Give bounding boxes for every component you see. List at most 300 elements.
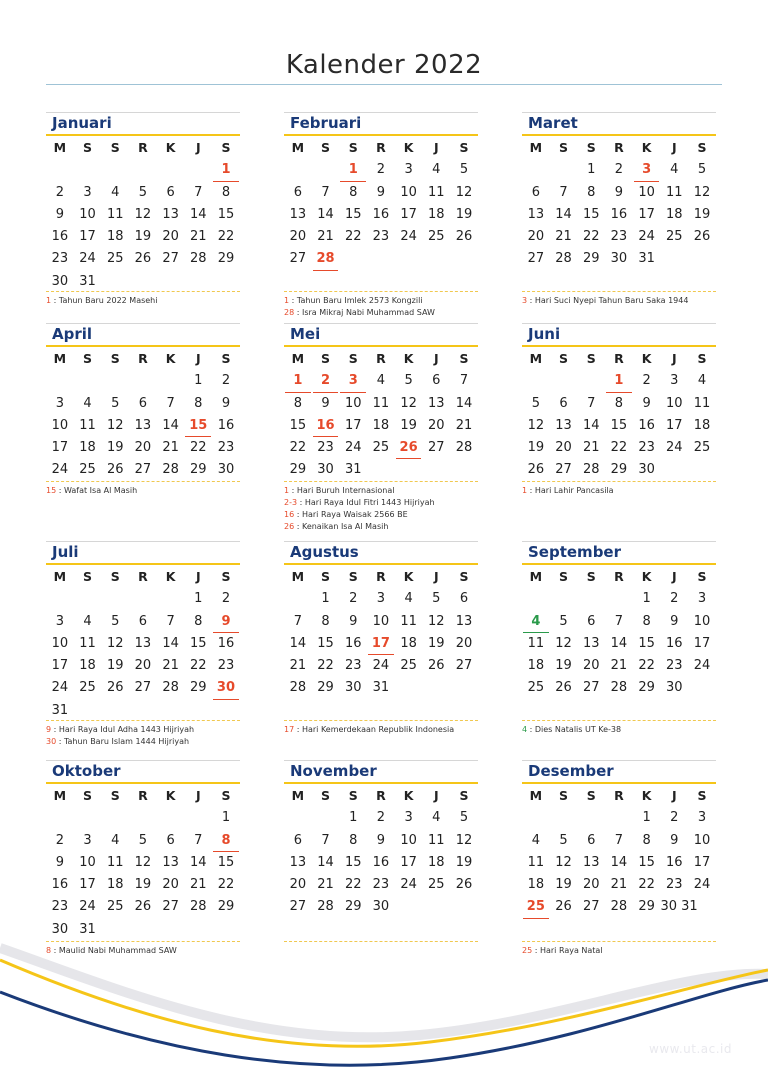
day-cell: 6 (432, 373, 441, 389)
holiday-note-text: : Maulid Nabi Muhammad SAW (51, 946, 177, 955)
day-cell: 22 (638, 877, 655, 893)
day-cell: 16 (372, 206, 390, 222)
weekday-label: R (138, 351, 148, 366)
day-cell: 18 (106, 229, 124, 245)
day-cell: 27 (162, 251, 179, 267)
day-cell: 7 (293, 613, 302, 629)
day-cell: 21 (610, 877, 628, 893)
day-cell: 26 (555, 680, 572, 696)
day-cell: 22 (217, 877, 235, 893)
week-row (46, 633, 240, 655)
weekday-label: S (459, 351, 469, 366)
weekday-label: S (586, 351, 596, 366)
day-cell: 11 (693, 395, 711, 411)
empty-day-cell (284, 159, 312, 181)
day-cell: 18 (106, 877, 124, 893)
weekday-header-row (522, 785, 716, 807)
weekday-label: S (83, 351, 93, 366)
day-cell: 2 (642, 373, 651, 389)
day-cell: 5 (111, 613, 120, 629)
empty-day-cell (101, 370, 129, 392)
day-cell: 15 (289, 417, 307, 433)
day-cell: 15 (638, 635, 655, 651)
weekday-label: S (83, 788, 93, 803)
day-cell: 1 (587, 162, 596, 178)
day-cell: 23 (51, 251, 69, 267)
day-cell: 9 (614, 184, 624, 200)
month-day-grid (284, 348, 478, 482)
empty-day-cell (395, 677, 423, 699)
day-cell: 27 (455, 658, 473, 674)
empty-day-cell (101, 807, 129, 829)
week-row (46, 896, 240, 918)
empty-day-cell (450, 248, 478, 270)
day-cell: 14 (555, 206, 572, 222)
day-cell: 4 (432, 162, 441, 178)
day-cell: 4 (376, 373, 386, 389)
day-cell: 5 (697, 162, 707, 178)
day-cell: 11 (400, 613, 417, 629)
empty-day-cell (422, 896, 450, 918)
day-cell: 10 (693, 832, 711, 848)
day-cell: 22 (289, 440, 307, 456)
week-row (284, 852, 478, 874)
day-cell: 28 (317, 899, 334, 915)
holiday-note (46, 485, 240, 497)
week-row (522, 807, 716, 829)
day-cell: 27 (582, 680, 600, 696)
month-name: November (290, 762, 377, 780)
day-cell: 18 (400, 635, 417, 651)
day-cell: 11 (79, 417, 96, 433)
day-cell: 22 (638, 658, 655, 674)
holiday-note-date: 1 (284, 486, 290, 495)
day-cell: 19 (134, 877, 152, 893)
weekday-label: S (110, 788, 120, 803)
month-maret (522, 112, 716, 271)
day-cell: 10 (400, 832, 417, 848)
day-cell: 9 (642, 395, 651, 411)
holiday-note-date: 17 (284, 725, 295, 734)
day-cell: 5 (559, 832, 568, 848)
day-cell: 20 (134, 440, 152, 456)
weekday-label: R (376, 351, 386, 366)
weekday-header-row (522, 348, 716, 370)
week-row (284, 393, 478, 415)
month-day-grid (284, 785, 478, 919)
holiday-note-text: : Hari Kemerdekaan Republik Indonesia (294, 725, 455, 734)
day-cell: 7 (321, 184, 330, 200)
day-cell: 10 (400, 184, 417, 200)
empty-day-cell (74, 700, 102, 722)
day-cell: 2 (670, 591, 679, 607)
week-row (284, 226, 478, 248)
day-cell: 26 (555, 899, 572, 915)
week-row (284, 370, 478, 392)
weekday-label: S (586, 569, 596, 584)
empty-day-cell (284, 807, 312, 829)
day-cell: 13 (162, 854, 179, 870)
day-cell: 1 (221, 810, 231, 826)
holiday-notes (522, 481, 716, 497)
day-cell: 13 (289, 206, 307, 222)
day-cell: 4 (83, 613, 92, 629)
month-rule (522, 134, 716, 136)
day-cell: 11 (428, 184, 445, 200)
day-cell: 29 (289, 462, 307, 478)
day-cell: 13 (455, 613, 473, 629)
day-cell: 28 (162, 680, 179, 696)
week-row (284, 830, 478, 852)
day-cell: 5 (404, 373, 413, 389)
day-cell: 11 (428, 832, 445, 848)
day-cell: 23 (372, 229, 390, 245)
weekday-label: J (671, 351, 677, 366)
empty-day-cell (422, 459, 450, 481)
day-cell: 7 (559, 184, 568, 200)
week-row (522, 588, 716, 610)
day-cell: 8 (194, 395, 203, 411)
week-row (46, 159, 240, 181)
day-cell: 20 (455, 635, 473, 651)
day-cell: 21 (317, 877, 334, 893)
week-row (284, 182, 478, 204)
month-januari (46, 112, 240, 293)
holiday-note (284, 724, 478, 736)
weekday-header-row (522, 137, 716, 159)
month-day-grid (46, 348, 240, 482)
day-cell: 26 (106, 462, 124, 478)
month-rule (284, 563, 478, 565)
weekday-label: S (83, 569, 93, 584)
holiday-note-text: : Hari Raya Idul Fitri 1443 Hijriyah (297, 498, 435, 507)
weekday-label: J (433, 569, 439, 584)
weekday-label: J (195, 569, 201, 584)
day-cell: 23 (344, 658, 362, 674)
day-cell: 6 (166, 832, 175, 848)
weekday-label: K (165, 569, 176, 584)
empty-day-cell (395, 896, 423, 918)
day-cell: 29 (638, 680, 655, 696)
day-cell: 8 (587, 184, 596, 200)
day-cell: 24 (372, 658, 390, 674)
day-cell: 1 (642, 591, 651, 607)
weekday-label: R (614, 140, 624, 155)
day-cell: 30 31 (660, 899, 698, 915)
empty-day-cell (46, 588, 74, 610)
day-cell: 24 (51, 462, 69, 478)
empty-day-cell (550, 588, 578, 610)
day-cell: 24 (400, 229, 417, 245)
day-cell: 13 (555, 417, 572, 433)
holiday-day-cell: 1 (339, 159, 367, 181)
weekday-label: J (433, 351, 439, 366)
day-cell: 7 (166, 395, 175, 411)
day-cell: 26 (455, 877, 473, 893)
weekday-label: S (110, 351, 120, 366)
month-day-grid (284, 566, 478, 700)
day-cell: 15 (638, 854, 655, 870)
weekday-label: S (559, 788, 569, 803)
day-cell: 17 (693, 854, 711, 870)
day-cell: 31 (638, 251, 655, 267)
empty-day-cell (367, 248, 395, 270)
day-cell: 18 (527, 877, 545, 893)
week-row (46, 182, 240, 204)
day-cell: 12 (693, 184, 711, 200)
day-cell: 10 (79, 206, 96, 222)
weekday-label: K (403, 569, 414, 584)
day-cell: 5 (531, 395, 540, 411)
day-cell: 29 (217, 251, 235, 267)
weekday-label: M (53, 569, 67, 584)
month-februari (284, 112, 478, 271)
day-cell: 30 (344, 680, 362, 696)
day-cell: 28 (289, 680, 307, 696)
day-cell: 14 (317, 206, 334, 222)
day-cell: 4 (404, 591, 413, 607)
day-cell: 2 (376, 162, 386, 178)
week-row (522, 830, 716, 852)
weekday-label: K (403, 788, 414, 803)
day-cell: 16 (217, 417, 235, 433)
day-cell: 28 (162, 462, 179, 478)
day-cell: 29 (582, 251, 600, 267)
day-cell: 27 (134, 462, 152, 478)
week-row (522, 852, 716, 874)
weekday-label: R (376, 788, 386, 803)
weekday-label: S (697, 351, 707, 366)
week-row (284, 807, 478, 829)
week-row (284, 248, 478, 270)
day-cell: 8 (194, 613, 203, 629)
weekday-label: S (459, 569, 469, 584)
day-cell: 27 (289, 251, 307, 267)
week-row (522, 226, 716, 248)
day-cell: 22 (344, 877, 362, 893)
holiday-note-text: : Wafat Isa Al Masih (56, 486, 138, 495)
empty-day-cell (550, 370, 578, 392)
empty-day-cell (184, 700, 212, 722)
day-cell: 13 (582, 635, 600, 651)
empty-day-cell (367, 459, 395, 481)
empty-day-cell (157, 159, 185, 181)
week-row (522, 677, 716, 699)
weekday-label: S (321, 140, 331, 155)
day-cell: 5 (138, 184, 148, 200)
empty-day-cell (212, 700, 240, 722)
day-cell: 25 (428, 229, 445, 245)
month-rule (284, 134, 478, 136)
week-row (284, 633, 478, 655)
day-cell: 2 (614, 162, 624, 178)
day-cell: 15 (344, 206, 362, 222)
day-cell: 12 (455, 832, 473, 848)
day-cell: 20 (582, 658, 600, 674)
day-cell: 11 (79, 635, 96, 651)
month-oktober (46, 760, 240, 941)
day-cell: 19 (527, 440, 545, 456)
day-cell: 4 (111, 832, 120, 848)
weekday-label: S (348, 140, 358, 155)
day-cell: 30 (51, 921, 69, 937)
holiday-note-text: : Tahun Baru 2022 Masehi (51, 296, 158, 305)
empty-day-cell (660, 248, 688, 270)
day-cell: 27 (527, 251, 545, 267)
day-cell: 12 (455, 184, 473, 200)
day-cell: 30 (372, 899, 390, 915)
day-cell: 6 (531, 184, 540, 200)
week-row (522, 633, 716, 655)
holiday-note (46, 736, 240, 748)
day-cell: 8 (349, 184, 358, 200)
footer-wave-decoration (0, 930, 768, 1086)
weekday-label: S (697, 788, 707, 803)
month-header (284, 112, 478, 135)
day-cell: 15 (344, 854, 362, 870)
weekday-label: M (529, 140, 543, 155)
weekday-label: S (321, 351, 331, 366)
empty-day-cell (129, 159, 157, 181)
day-cell: 11 (106, 854, 124, 870)
day-cell: 14 (289, 635, 307, 651)
weekday-label: R (376, 569, 386, 584)
day-cell: 6 (587, 832, 596, 848)
day-cell: 30 (638, 462, 655, 478)
day-cell: 14 (455, 395, 473, 411)
day-cell: 20 (582, 877, 600, 893)
day-cell: 23 (217, 658, 235, 674)
weekday-label: J (433, 140, 439, 155)
day-cell: 20 (428, 417, 445, 433)
weekday-label: R (614, 788, 624, 803)
day-cell: 6 (587, 613, 596, 629)
empty-day-cell (688, 459, 716, 481)
day-cell: 7 (321, 832, 330, 848)
day-cell: 21 (582, 440, 600, 456)
week-row (46, 700, 240, 722)
week-row (284, 611, 478, 633)
day-cell: 21 (162, 440, 179, 456)
weekday-label: S (321, 569, 331, 584)
day-cell: 29 (344, 899, 362, 915)
day-cell: 20 (134, 658, 152, 674)
weekday-header-row (284, 137, 478, 159)
weekday-label: S (348, 788, 358, 803)
day-cell: 9 (376, 184, 386, 200)
holiday-note-text: : Dies Natalis UT Ke-38 (527, 725, 622, 734)
day-cell: 16 (666, 854, 683, 870)
day-cell: 19 (455, 854, 473, 870)
holiday-notes (284, 720, 478, 736)
holiday-note-date: 15 (46, 486, 57, 495)
day-cell: 21 (162, 658, 179, 674)
holiday-note-text: : Isra Mikraj Nabi Muhammad SAW (294, 308, 435, 317)
day-cell: 17 (51, 440, 69, 456)
empty-day-cell (157, 700, 185, 722)
empty-day-cell (422, 677, 450, 699)
holiday-note (522, 724, 716, 736)
week-row (46, 874, 240, 896)
weekday-header-row (522, 566, 716, 588)
weekday-label: K (641, 140, 652, 155)
empty-day-cell (522, 159, 550, 181)
holiday-day-cell: 9 (212, 611, 240, 633)
weekday-label: S (559, 351, 569, 366)
day-cell: 21 (455, 417, 473, 433)
day-cell: 20 (289, 229, 307, 245)
month-header (522, 760, 716, 783)
week-row (46, 370, 240, 392)
week-row (46, 852, 240, 874)
weekday-label: S (348, 569, 358, 584)
holiday-day-cell: 25 (522, 896, 550, 918)
weekday-label: R (614, 569, 624, 584)
week-row (46, 226, 240, 248)
day-cell: 10 (79, 854, 96, 870)
month-header (284, 541, 478, 564)
weekday-label: R (614, 351, 624, 366)
day-cell: 5 (138, 832, 148, 848)
day-cell: 17 (79, 229, 96, 245)
empty-day-cell (450, 677, 478, 699)
week-row (284, 874, 478, 896)
day-cell: 2 (670, 810, 679, 826)
day-cell: 13 (582, 854, 600, 870)
holiday-note-date: 25 (522, 946, 533, 955)
week-row (46, 271, 240, 293)
week-row (522, 459, 716, 481)
holiday-notes (46, 291, 240, 307)
day-cell: 6 (293, 184, 302, 200)
day-cell: 9 (55, 206, 64, 222)
day-cell: 5 (559, 613, 568, 629)
empty-day-cell (101, 588, 129, 610)
month-day-grid (522, 566, 716, 700)
day-cell: 9 (376, 832, 386, 848)
day-cell: 11 (666, 184, 683, 200)
week-row (284, 655, 478, 677)
week-row (284, 159, 478, 181)
weekday-label: S (221, 569, 231, 584)
day-cell: 3 (697, 810, 707, 826)
weekday-label: M (529, 351, 543, 366)
weekday-label: M (53, 351, 67, 366)
holiday-day-cell: 1 (605, 370, 633, 392)
day-cell: 10 (344, 395, 362, 411)
week-row (522, 393, 716, 415)
day-cell: 3 (55, 613, 64, 629)
empty-day-cell (46, 807, 74, 829)
day-cell: 1 (194, 373, 203, 389)
day-cell: 1 (194, 591, 203, 607)
day-cell: 25 (372, 440, 390, 456)
weekday-header-row (46, 137, 240, 159)
day-cell: 30 (610, 251, 628, 267)
day-cell: 16 (638, 417, 655, 433)
weekday-label: S (697, 140, 707, 155)
empty-day-cell (522, 588, 550, 610)
empty-day-cell (157, 807, 185, 829)
day-cell: 22 (190, 440, 207, 456)
holiday-day-cell: 26 (395, 437, 423, 459)
day-cell: 19 (455, 206, 473, 222)
day-cell: 19 (555, 658, 572, 674)
week-row (284, 588, 478, 610)
day-cell: 15 (217, 854, 235, 870)
day-cell: 4 (83, 395, 92, 411)
day-cell: 17 (51, 658, 69, 674)
